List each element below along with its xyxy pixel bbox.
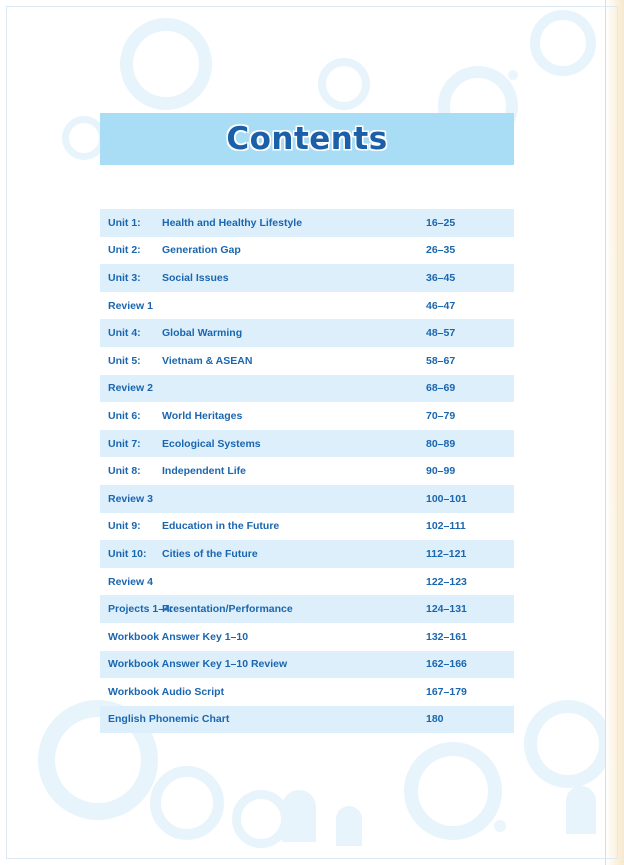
toc-row-pages: 124–131 xyxy=(426,603,467,616)
toc-row[interactable] xyxy=(100,292,514,320)
toc-row-label xyxy=(108,493,153,505)
toc-row-label xyxy=(108,300,153,312)
toc-row-pages: 16–25 xyxy=(426,216,456,229)
toc-row-unit: Unit 8: xyxy=(108,465,141,478)
toc-row-label xyxy=(108,355,252,367)
toc-row-pages: 167–179 xyxy=(426,685,467,698)
toc-row-title: Health and Healthy Lifestyle xyxy=(162,216,303,229)
toc-row-label xyxy=(108,410,242,422)
toc-row-unit: English Phonemic Chart xyxy=(108,713,230,726)
decorative-dot-icon xyxy=(494,820,506,832)
toc-row-pages: 48–57 xyxy=(426,327,456,340)
toc-row-title: World Heritages xyxy=(162,409,243,422)
toc-row-unit: Review 1 xyxy=(108,299,153,312)
decorative-wedge-shape xyxy=(566,786,596,834)
toc-row-label xyxy=(108,686,224,698)
toc-row-unit: Review 3 xyxy=(108,492,153,505)
toc-row-title: Education in the Future xyxy=(162,520,280,533)
toc-row-pages: 68–69 xyxy=(426,382,456,395)
toc-row-title: Global Warming xyxy=(162,327,243,340)
toc-row[interactable] xyxy=(100,595,514,623)
toc-row-label xyxy=(108,244,241,256)
toc-row-unit: Unit 6: xyxy=(108,409,141,422)
toc-row-pages: 112–121 xyxy=(426,547,467,560)
toc-row[interactable] xyxy=(100,485,514,513)
decorative-ring-icon xyxy=(318,58,370,110)
toc-row[interactable] xyxy=(100,457,514,485)
decorative-ring-icon xyxy=(530,10,596,76)
toc-row[interactable] xyxy=(100,678,514,706)
toc-row[interactable] xyxy=(100,651,514,679)
toc-row-label xyxy=(108,272,229,284)
toc-row-unit: Unit 5: xyxy=(108,354,141,367)
decorative-ring-icon xyxy=(524,700,612,788)
toc-row[interactable] xyxy=(100,623,514,651)
toc-row-label xyxy=(108,327,242,339)
toc-row-pages: 122–123 xyxy=(426,575,467,588)
toc-row-unit: Projects 1–4: xyxy=(108,603,174,616)
toc-row-unit: Workbook Answer Key 1–10 Review xyxy=(108,658,288,671)
toc-row-pages: 80–89 xyxy=(426,437,456,450)
toc-row-unit: Review 4 xyxy=(108,575,153,588)
decorative-dot-icon xyxy=(508,70,518,80)
decorative-ring-icon xyxy=(232,790,290,848)
toc-row-title: Vietnam & ASEAN xyxy=(162,354,253,367)
toc-row-pages: 26–35 xyxy=(426,244,456,257)
toc-row[interactable] xyxy=(100,430,514,458)
toc-row-label xyxy=(108,548,258,560)
toc-row-pages: 90–99 xyxy=(426,465,456,478)
toc-row-unit: Unit 4: xyxy=(108,327,141,340)
toc-row-unit: Unit 10: xyxy=(108,547,147,560)
page-title: Contents xyxy=(226,121,388,157)
toc-row-title: Ecological Systems xyxy=(162,437,261,450)
toc-row[interactable] xyxy=(100,209,514,237)
toc-row-unit: Workbook Answer Key 1–10 xyxy=(108,630,249,643)
decorative-ring-icon xyxy=(404,742,502,840)
toc-row-unit: Unit 3: xyxy=(108,271,141,284)
toc-row-pages: 180 xyxy=(426,713,444,726)
toc-row-pages: 70–79 xyxy=(426,409,456,422)
toc-row[interactable] xyxy=(100,513,514,541)
toc-row[interactable] xyxy=(100,540,514,568)
toc-row-unit: Unit 1: xyxy=(108,216,141,229)
toc-row[interactable] xyxy=(100,706,514,734)
toc-row-label xyxy=(108,603,293,615)
toc-row[interactable] xyxy=(100,237,514,265)
toc-row-pages: 162–166 xyxy=(426,658,467,671)
toc-row-label xyxy=(108,576,153,588)
toc-row-pages: 102–111 xyxy=(426,520,466,533)
toc-row-label xyxy=(108,631,248,643)
toc-row-title: Independent Life xyxy=(162,465,246,478)
toc-row[interactable] xyxy=(100,319,514,347)
toc-row-pages: 58–67 xyxy=(426,354,456,367)
toc-row-label xyxy=(108,382,153,394)
table-of-contents xyxy=(100,209,514,733)
toc-row-label xyxy=(108,217,302,229)
toc-row-pages: 132–161 xyxy=(426,630,467,643)
toc-row[interactable] xyxy=(100,375,514,403)
toc-row-unit: Workbook Audio Script xyxy=(108,685,225,698)
toc-row-label xyxy=(108,520,279,532)
toc-row-title: Generation Gap xyxy=(162,244,241,257)
page-gutter xyxy=(606,0,624,865)
decorative-ring-icon xyxy=(120,18,212,110)
toc-row-label xyxy=(108,438,261,450)
decorative-wedge-shape xyxy=(336,806,362,846)
toc-row[interactable] xyxy=(100,402,514,430)
toc-row-label xyxy=(108,658,287,670)
toc-row-unit: Unit 7: xyxy=(108,437,141,450)
decorative-ring-icon xyxy=(150,766,224,840)
toc-row-title: Cities of the Future xyxy=(162,547,258,560)
toc-row-pages: 100–101 xyxy=(426,492,467,505)
toc-row-label xyxy=(108,465,246,477)
toc-row-label xyxy=(108,713,229,725)
toc-row-unit: Unit 2: xyxy=(108,244,141,257)
decorative-wedge-shape xyxy=(282,790,316,842)
toc-row[interactable] xyxy=(100,264,514,292)
toc-row-title: Presentation/Performance xyxy=(162,603,293,616)
toc-row-unit: Unit 9: xyxy=(108,520,141,533)
toc-row[interactable] xyxy=(100,347,514,375)
toc-row-title: Social Issues xyxy=(162,271,229,284)
toc-row-unit: Review 2 xyxy=(108,382,153,395)
toc-row-pages: 46–47 xyxy=(426,299,456,312)
toc-row-pages: 36–45 xyxy=(426,271,456,284)
toc-row[interactable] xyxy=(100,568,514,596)
